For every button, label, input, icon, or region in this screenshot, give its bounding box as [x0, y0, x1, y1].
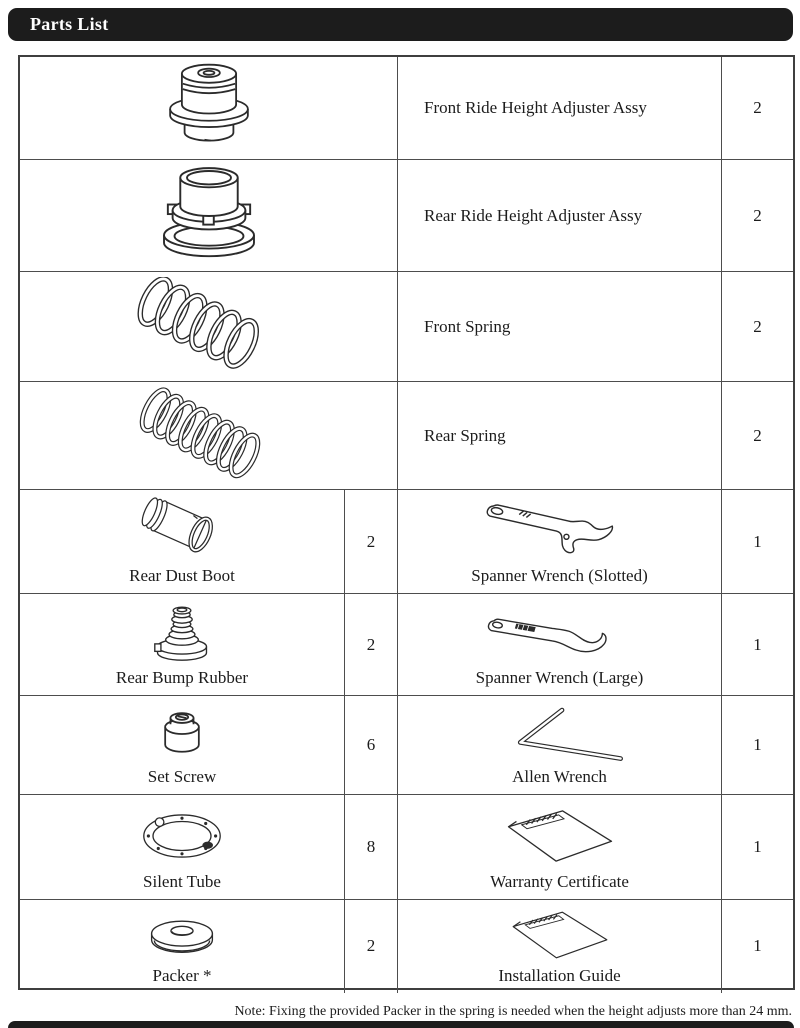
part-image-cell — [20, 57, 398, 159]
part-qty: 8 — [345, 795, 398, 899]
table-row — [20, 594, 793, 696]
warranty-certificate-illustration — [402, 800, 717, 871]
part-qty: 1 — [753, 936, 762, 956]
part-caption: Spanner Wrench (Large) — [475, 668, 644, 688]
part-qty: 2 — [753, 98, 762, 117]
part-image-cell — [20, 490, 345, 593]
part-image-cell — [20, 382, 398, 489]
rear-ride-height-adjuster-illustration — [24, 165, 393, 267]
part-image-cell — [398, 795, 722, 899]
rear-spring-illustration — [24, 387, 393, 485]
part-caption: Spanner Wrench (Slotted) — [471, 566, 648, 586]
next-section-header-bar — [8, 1021, 794, 1028]
spanner-wrench-large-illustration — [402, 599, 717, 667]
part-image-cell — [20, 900, 345, 993]
part-image-cell — [398, 594, 722, 695]
packer-illustration — [24, 905, 340, 965]
set-screw-illustration — [24, 701, 340, 766]
part-qty: 2 — [345, 490, 398, 593]
part-caption: Packer * — [152, 966, 212, 985]
part-qty: 6 — [345, 696, 398, 794]
part-caption: Allen Wrench — [512, 767, 607, 787]
part-qty: 2 — [753, 316, 762, 336]
spanner-wrench-slotted-illustration — [402, 495, 717, 565]
part-qty: 1 — [753, 837, 762, 856]
table-row — [20, 490, 793, 594]
part-image-cell — [398, 696, 722, 794]
part-qty: 2 — [345, 594, 398, 695]
front-spring-illustration — [24, 277, 393, 377]
part-image-cell — [20, 795, 345, 899]
table-row — [20, 696, 793, 795]
rear-dust-boot-illustration — [24, 495, 340, 565]
part-qty: 2 — [753, 425, 762, 445]
part-qty: 1 — [753, 634, 762, 654]
table-row — [20, 382, 793, 490]
part-image-cell — [20, 272, 398, 381]
part-caption: Rear Bump Rubber — [115, 668, 249, 688]
part-qty: 2 — [345, 900, 398, 993]
silent-tube-illustration — [24, 800, 340, 871]
part-name: Rear Ride Height Adjuster Assy — [398, 160, 722, 271]
part-caption: Installation Guide — [498, 966, 621, 985]
installation-guide-illustration — [402, 905, 717, 965]
parts-table — [18, 55, 795, 990]
part-image-cell — [20, 696, 345, 794]
part-image-cell — [398, 490, 722, 593]
table-row — [20, 795, 793, 900]
part-image-cell — [20, 594, 345, 695]
part-image-cell — [20, 160, 398, 271]
part-name: Rear Spring — [398, 382, 722, 489]
page-title: Parts List — [30, 14, 109, 34]
rear-bump-rubber-illustration — [24, 599, 340, 667]
part-qty: 2 — [753, 205, 762, 225]
front-ride-height-adjuster-illustration — [24, 62, 393, 155]
allen-wrench-illustration — [402, 701, 717, 766]
part-qty: 1 — [753, 531, 762, 551]
part-caption: Set Screw — [147, 767, 217, 787]
packer-note: Note: Fixing the provided Packer in the spring is needed when the height adjusts more than 24 mm. — [234, 1004, 792, 1019]
table-row — [20, 900, 793, 993]
table-row — [20, 272, 793, 382]
table-row — [20, 160, 793, 272]
part-caption: Rear Dust Boot — [129, 566, 235, 586]
part-name: Front Ride Height Adjuster Assy — [398, 57, 722, 159]
part-caption: Warranty Certificate — [490, 872, 629, 892]
part-image-cell — [398, 900, 722, 993]
parts-list-header-bar — [8, 8, 793, 41]
table-row — [20, 57, 793, 160]
part-qty: 1 — [753, 735, 762, 754]
part-name: Front Spring — [398, 272, 722, 381]
part-caption: Silent Tube — [143, 872, 221, 892]
